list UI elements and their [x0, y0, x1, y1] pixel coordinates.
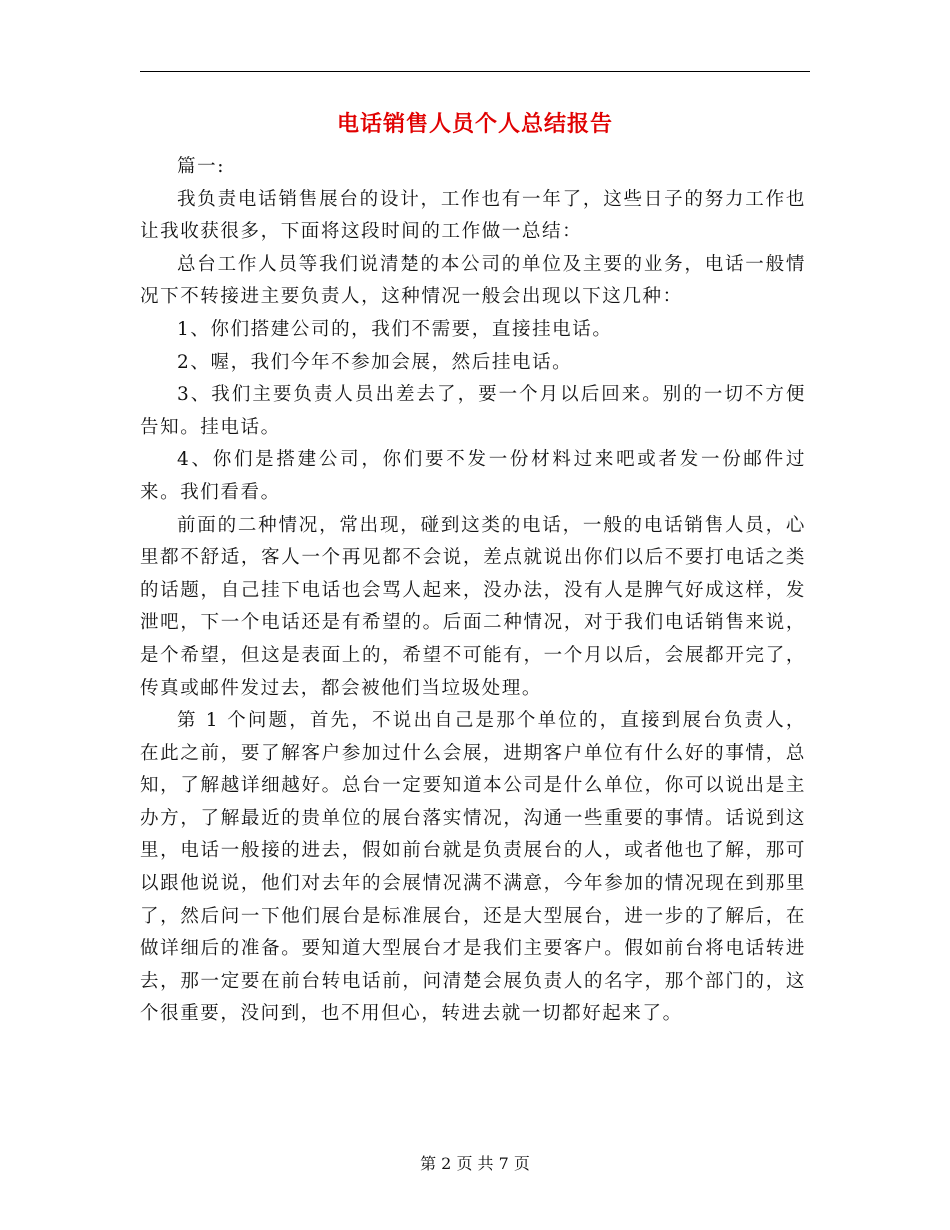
- paragraph-analysis: 前面的二种情况，常出现，碰到这类的电话，一般的电话销售人员，心里都不舒适，客人一个再见都不会说，差点就说出你们以后不要打电话之类的话题，自己挂下电话也会骂人起来，没办法，没有人是脾气好成这样，发泄吧，下一个电话还是有希望的。后面二种情况，对于我们电话销售来说，是个希望，但这是表面上的，希望不可能有，一个月以后，会展都开完了，传真或邮件发过去，都会被他们当垃圾处理。: [140, 514, 806, 699]
- paragraph-problem-1: 第 1 个问题，首先，不说出自己是那个单位的，直接到展台负责人，在此之前，要了解客户参加过什么会展，进期客户单位有什么好的事情，总知，了解越详细越好。总台一定要知道本公司是什么单位，你可以说出是主办方，了解最近的贵单位的展台落实情况，沟通一些重要的事情。话说到这里，电话一般接的进去，假如前台就是负责展台的人，或者他也了解，那可以跟他说说，他们对去年的会展情况满不满意，今年参加的情况现在到那里了，然后问一下他们展台是标准展台，还是大型展台，进一步的了解后，在做详细后的准备。要知道大型展台才是我们主要客户。假如前台将电话转进去，那一定要在前台转电话前，问清楚会展负责人的名字，那个部门的，这个很重要，没问到，也不用但心，转进去就一切都好起来了。: [140, 710, 806, 1025]
- paragraph-intro: 我负责电话销售展台的设计，工作也有一年了，这些日子的努力工作也让我收获很多，下面将这段时间的工作做一总结：: [140, 188, 806, 243]
- paragraph-case-3: 3、我们主要负责人员出差去了，要一个月以后回来。别的一切不方便告知。挂电话。: [140, 384, 806, 438]
- paragraph-front-desk: 总台工作人员等我们说清楚的本公司的单位及主要的业务，电话一般情况下不转接进主要负责人，这种情况一般会出现以下这几种：: [140, 253, 806, 308]
- paragraph-case-1: 1、你们搭建公司的，我们不需要，直接挂电话。: [177, 318, 613, 340]
- paragraph-case-2: 2、喔，我们今年不参加会展，然后挂电话。: [177, 351, 573, 373]
- document-title: 电话销售人员个人总结报告: [336, 112, 613, 137]
- paragraph-case-4: 4、你们是搭建公司，你们要不发一份材料过来吧或者发一份邮件过来。我们看看。: [140, 449, 806, 503]
- paragraph-section-heading: 篇一:: [177, 156, 226, 177]
- page-number-footer: 第 2 页 共 7 页: [420, 1154, 530, 1173]
- document-body: [140, 151, 806, 1031]
- header-rule: [140, 71, 810, 72]
